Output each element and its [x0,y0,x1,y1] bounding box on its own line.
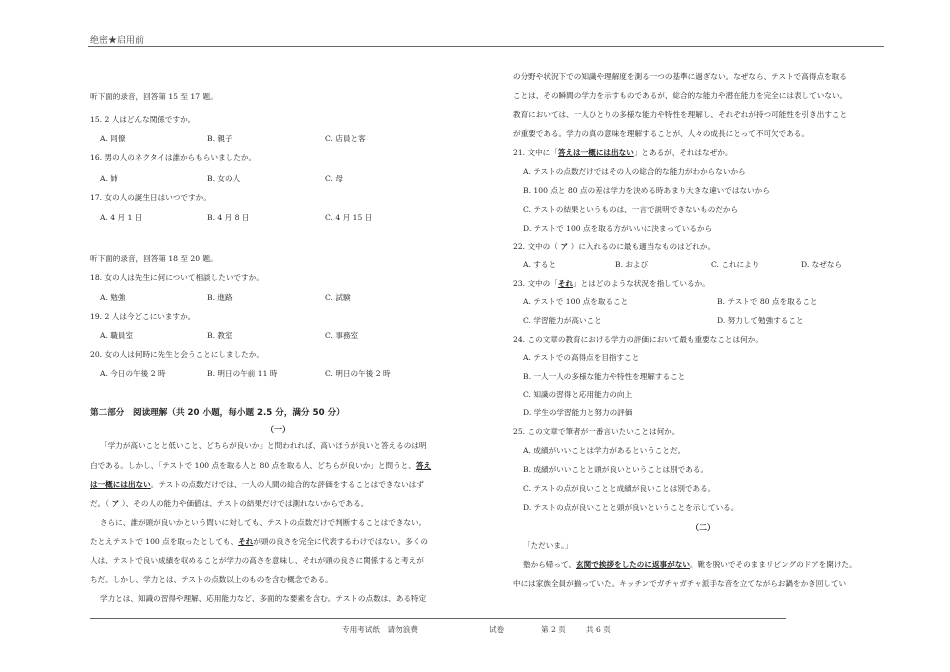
passage1-line: 白である。しかし、「テストで 100 点を取る人と 80 点を取る人、どちらが良いか」と問うと、答え [90,461,432,470]
part2-title: 第二部分 阅读理解（共 20 小题，每小题 2.5 分，满分 50 分） [90,408,345,418]
question-16: 16. 男の人のネクタイは誰からもらいましたか。 [90,153,257,162]
passage1-line: は一概には出ない。テストの点数だけでは、一人の人間の総合的な評価をすることはできないはず [90,480,424,489]
q18-option-b[interactable]: B. 進路 [207,293,233,302]
passage1-line: だ。（ ア ）、その人の能力や価値は、テストの結果だけでは測れないからである。 [90,499,369,508]
q25-option-d[interactable]: D. テストの点が良いことと頭が良いということを示している。 [523,503,739,512]
q16-option-c[interactable]: C. 母 [325,174,343,183]
q21-option-a[interactable]: A. テストの点数だけではその人の総合的な能力がわからないから [523,167,746,176]
q22-option-c[interactable]: C. これにより [711,260,760,269]
blank-a: ア [108,499,122,508]
passage1-line: さらに、誰が頭が良いかという問いに対しても、テストの点数だけで判断することはできない。 [100,518,427,527]
q16-option-b[interactable]: B. 女の人 [207,174,241,183]
question-24: 24. この文章の教育における学力の評価において最も重要なことは何か。 [513,335,763,344]
q25-option-c[interactable]: C. テストの点が良いことと成績が良いことは別である。 [523,484,716,493]
header-rule [88,46,884,47]
q23-option-c[interactable]: C. 学習能力が高いこと [523,316,602,325]
q23-option-d[interactable]: D. 努力して勉強すること [717,316,804,325]
question-22: 22. 文中の（ ア ）に入れるのに最も適当なものはどれか。 [513,242,716,251]
q19-option-c[interactable]: C. 事務室 [325,331,359,340]
question-23: 23. 文中の「それ」とはどのような状況を指しているか。 [513,279,710,288]
q23-option-b[interactable]: B. テストで 80 点を取ること [717,297,818,306]
passage1-line: 「学力が高いことと低いこと、どちらが良いか」と問われれば、高いほうが良いと答えるのは明 [100,441,427,450]
q24-option-c[interactable]: C. 知識の習得と応用能力の向上 [523,390,633,399]
passage2-number: （二） [691,522,715,532]
passage1-line: たとえテストで 100 点を取ったとしても、それが頭の良さを完全に代表するわけではない。多くの [90,537,428,546]
q17-option-c[interactable]: C. 4 月 15 日 [325,213,373,222]
q15-option-b[interactable]: B. 親子 [207,134,233,143]
question-15: 15. 2 人はどんな関係ですか。 [90,115,196,124]
passage1-line: ちだ。しかし、学力とは、テストの点数以上のものを含む概念である。 [90,575,333,584]
passage1-line: ことは、その瞬間の学力を示すものであるが、総合的な能力や潜在能力を完全には表していない。 [513,91,848,100]
q19-option-a[interactable]: A. 職員室 [100,331,134,340]
underlined-phrase: 玄関で挨拶をしたのに返事がない [576,560,690,569]
question-19: 19. 2 人は今どこにいますか。 [90,312,196,321]
q15-option-a[interactable]: A. 同僚 [100,134,126,143]
q25-option-b[interactable]: B. 成績がいいことと頭が良いということは別である。 [523,465,709,474]
q25-option-a[interactable]: A. 成績がいいことは学力があるということだ。 [523,446,686,455]
q21-option-c[interactable]: C. テストの結果というものは、一言で説明できないものだから [523,205,739,214]
listening-intro-2: 听下面的录音，回答第 18 至 20 题。 [90,254,218,263]
page-number: 第 2 页 [541,625,566,634]
q17-option-b[interactable]: B. 4 月 8 日 [207,213,250,222]
footer-rule [90,618,786,619]
passage2-line: 中には家族全員が揃っていた。キッチンでガチャガチャ派手な音を立てながらお鍋をかき回してい [513,579,847,588]
passage1-line: 人は、テストで良い成績を収めることが学力の高さを意味し、それが頭の良さに関係すると考えが [90,556,424,565]
passage1-line: 学力とは、知識の習得や理解、応用能力など、多面的な要素を含む。テストの点数は、ある特定 [100,594,427,603]
q23-option-a[interactable]: A. テストで 100 点を取ること [523,297,629,306]
underlined-phrase: は一概には出ない [90,480,151,489]
q22-option-a[interactable]: A. すると [523,260,557,269]
q19-option-b[interactable]: B. 教室 [207,331,233,340]
underlined-phrase: 答え [415,461,432,470]
question-21: 21. 文中に「答えは一概には出ない」とあるが、それはなぜか。 [513,148,733,157]
q20-option-a[interactable]: A. 今日の午後 2 時 [100,369,166,378]
passage2-line: 「ただいま。」 [523,541,573,550]
confidential-label: 绝密★启用前 [90,36,145,46]
question-20: 20. 女の人は何時に先生と会うことにしましたか。 [90,350,264,359]
q17-option-a[interactable]: A. 4 月 1 日 [100,213,143,222]
page-total: 共 6 页 [586,625,611,634]
question-25: 25. この文章で筆者が一番言いたいことは何か。 [513,427,680,436]
passage1-number: （一） [266,424,290,434]
passage1-line: 教育においては、一人ひとりの多様な能力や特性を理解し、それぞれが持つ可能性を引き出すこと [513,110,848,119]
footer-notice: 专用考试纸 请勿浪费 [342,625,418,634]
footer-paper-label: 试卷 [489,625,505,634]
question-18: 18. 女の人は先生に何について相談したいですか。 [90,273,264,282]
underlined-word: それ [238,537,254,546]
passage1-line: の分野や状況下での知識や理解度を測る一つの基準に過ぎない。なぜなら、テストで高得点を取る [513,72,847,81]
q18-option-c[interactable]: C. 試験 [325,293,351,302]
q24-option-b[interactable]: B. 一人一人の多様な能力や特性を理解すること [523,372,686,381]
passage2-line: 塾から帰って、玄関で挨拶をしたのに返事がない。靴を脱いでそのままリビングのドアを開けた。 [523,560,857,569]
question-17: 17. 女の人の誕生日はいつですか。 [90,193,211,202]
q20-option-b[interactable]: B. 明日の午前 11 時 [207,369,278,378]
q20-option-c[interactable]: C. 明日の午後 2 時 [325,369,391,378]
q21-option-b[interactable]: B. 100 点と 80 点の差は学力を決める時あまり大きな違いではないから [523,186,770,195]
listening-intro: 听下面的录音，回答第 15 至 17 题。 [90,92,218,101]
q16-option-a[interactable]: A. 姉 [100,174,118,183]
q22-option-b[interactable]: B. および [615,260,649,269]
passage1-line: が重要である。学力の真の意味を理解することが、人々の成長にとって不可欠である。 [513,129,809,138]
q22-option-d[interactable]: D. なぜなら [801,260,843,269]
q18-option-a[interactable]: A. 勉強 [100,293,126,302]
q21-option-d[interactable]: D. テストで 100 点を取る方がいいに決まっているから [523,224,713,233]
q24-option-d[interactable]: D. 学生の学習能力と努力の評価 [523,408,633,417]
q24-option-a[interactable]: A. テストでの高得点を目指すこと [523,353,640,362]
q15-option-c[interactable]: C. 店員と客 [325,134,366,143]
